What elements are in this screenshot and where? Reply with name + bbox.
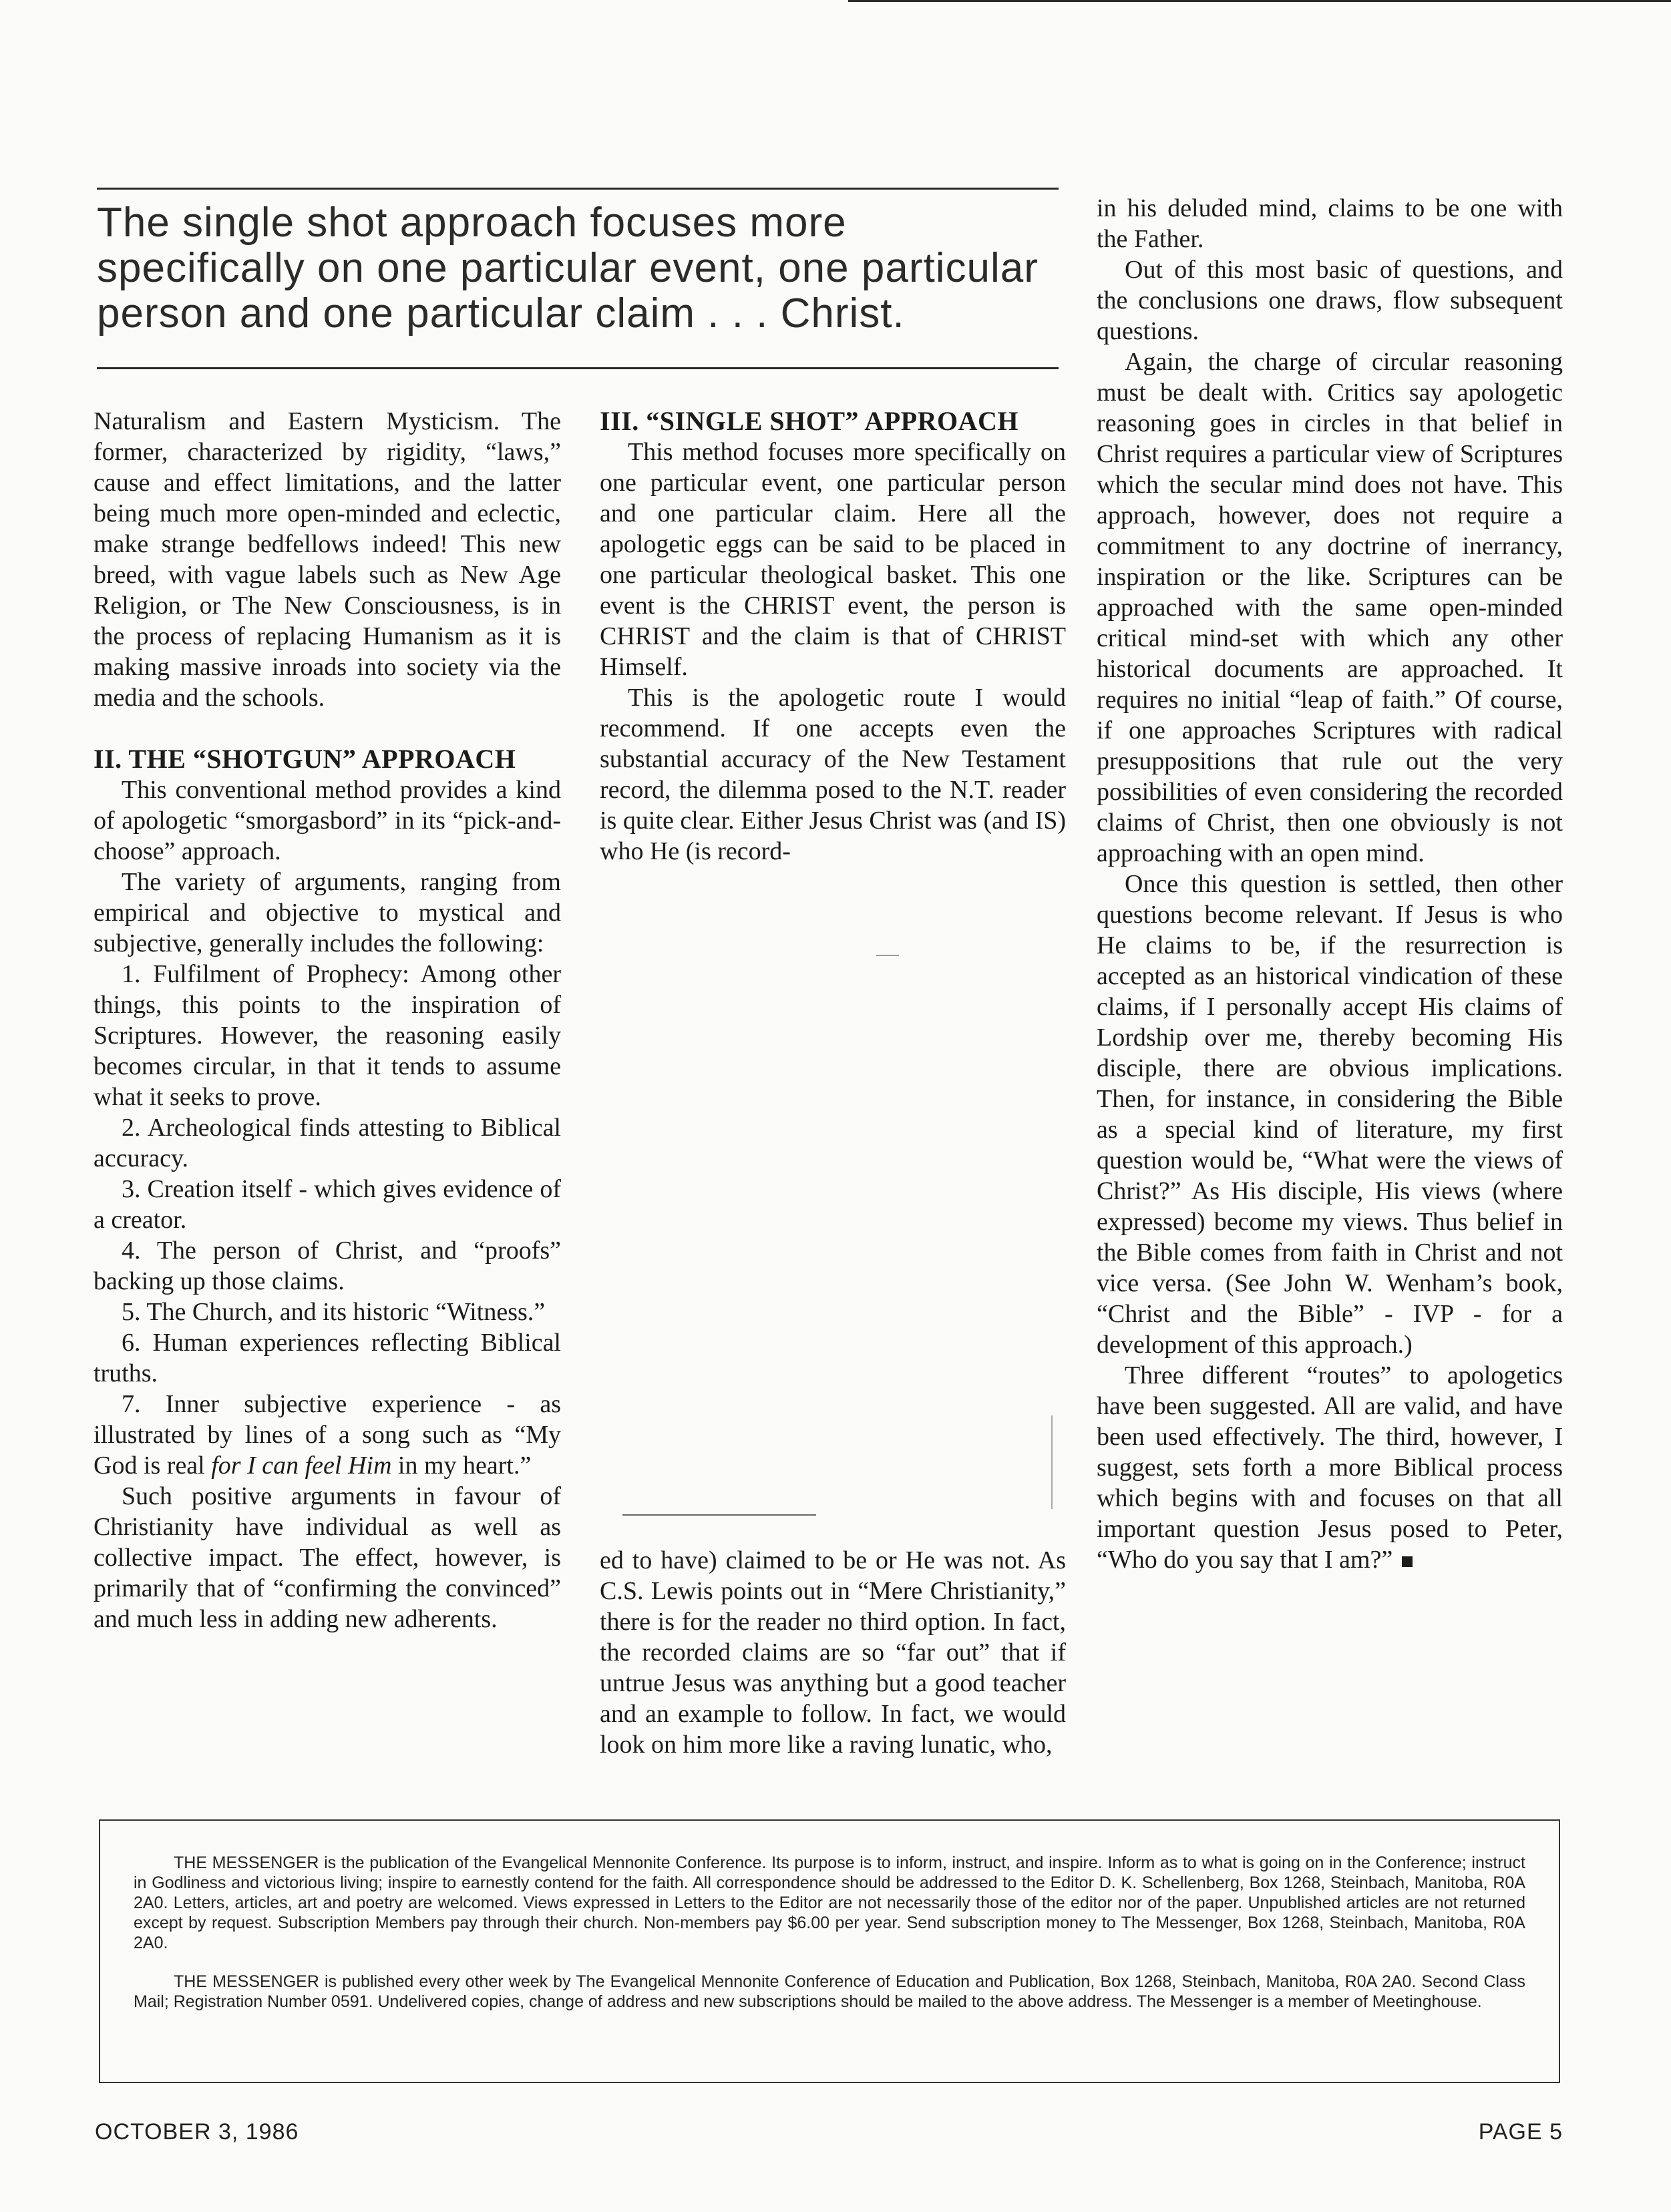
col2-paragraph: This method focuses more specifically on one particular event, one particular person and one particular claim. Here all the apologetic eggs can be said to be placed in one particular theological basket. This one event is the CHRIST event, the person is CHRIST and the claim is that of CHRIST Himself.: [600, 438, 1066, 681]
footer-page-number: PAGE 5: [1478, 2119, 1563, 2145]
col1-paragraph: Such positive arguments in favour of Christianity have individual as well as collective impact. The effect, however, is primarily that of “confirming the convinced” and much less in adding new adherents.: [94, 1482, 561, 1633]
footer-date: OCTOBER 3, 1986: [95, 2119, 299, 2145]
list-item: 6. Human experiences reflecting Biblical truths.: [94, 1329, 561, 1387]
col1-paragraph: Naturalism and Eastern Mysticism. The former, characterized by rigidity, “laws,” cause and effect limitations, and the latter being much more open-minded and eclectic, make strange bedfellows indeed! This new breed, with vague labels such as New Age Religion, or The New Consciousness, is in the process of replacing Humanism as it is making massive inroads into society via the media and the schools.: [94, 407, 561, 712]
col2-paragraph: This is the apologetic route I would recommend. If one accepts even the substantial accuracy of the New Testament record, the dilemma posed to the N.T. reader is quite clear. Either Jesus Christ was (and IS) who He (is record-: [600, 684, 1066, 865]
section-heading-single-shot: III. “SINGLE SHOT” APPROACH: [600, 406, 1018, 436]
image-placeholder-edge: [1051, 1415, 1053, 1509]
col3-paragraph: in his deluded mind, claims to be one with the Father.: [1097, 194, 1563, 253]
masthead-info-box: [99, 1819, 1560, 2083]
column-2-bottom: [600, 1545, 1066, 1760]
masthead-paragraph: THE MESSENGER is the publication of the Evangelical Mennonite Conference. Its purpose is to inform, instruct, and inspire. Inform as to what is going on in the Conference; instruct in Godliness and victorious living; inspire to earnestly contend for the faith. All correspondence should be addressed to the Editor D. K. Schellenberg, Box 1268, Steinbach, Manitoba, R0A 2A0. Letters, articles, art and poetry are welcomed. Views expressed in Letters to the Editor are not necessarily those of the editor nor of the paper. Unpublished articles are not returned except by request. Subscription Members pay through their church. Non-members pay $6.00 per year. Send subscription money to The Messenger, Box 1268, Steinbach, Manitoba, R0A 2A0.: [134, 1853, 1525, 1952]
col3-paragraph: Once this question is settled, then other questions become relevant. If Jesus is who He claims to be, if the resurrection is accepted as an historical vindication of these claims, if I personally accept His claims of Lordship over me, thereby becoming His disciple, there are obvious implications. Then, for instance, in considering the Bible as a special kind of literature, my first question would be, “What were the views of Christ?” As His disciple, His views (where expressed) become my views. Thus belief in the Bible comes from faith in Christ and not vice versa. (See John W. Wenham’s book, “Christ and the Bible” - IVP - for a development of this approach.): [1097, 870, 1563, 1359]
column-2-top: [600, 406, 1066, 867]
pull-quote: The single shot approach focuses more specifically on one particular event, one particular person and one particular claim . . . Christ.: [97, 200, 1039, 337]
item7-text-a: 7. Inner subjective experience - as illustrated by lines of a song such as “My God is real: [94, 1390, 561, 1480]
pull-quote-top-rule: [97, 188, 1059, 190]
item7-italic: for I can feel Him: [211, 1452, 392, 1480]
end-of-article-square-icon: [1402, 1556, 1413, 1567]
top-edge-rule: [848, 0, 1671, 2]
column-3: [1097, 193, 1563, 1575]
column-1: [94, 406, 561, 1634]
col1-paragraph: The variety of arguments, ranging from empirical and objective to mystical and subjective, generally includes the following:: [94, 868, 561, 957]
list-item: 2. Archeological finds attesting to Biblical accuracy.: [94, 1114, 561, 1172]
col3-paragraph: Again, the charge of circular reasoning must be dealt with. Critics say apologetic reasoning goes in circles in that belief in Christ requires a particular view of Scriptures which the secular mind does not have. This approach, however, does not require a commitment to any doctrine of inerrancy, inspiration or the like. Scriptures can be approached with the same open-minded critical mind-set with which any other historical documents are approached. It requires no initial “leap of faith.” Of course, if one approaches Scriptures with radical presuppositions that rule out the very possibilities of even considering the recorded claims of Christ, then one obviously is not approaching with an open mind.: [1097, 348, 1563, 867]
col3-paragraph: Out of this most basic of questions, and the conclusions one draws, flow subsequent questions.: [1097, 256, 1563, 345]
masthead-paragraph: THE MESSENGER is published every other week by The Evangelical Mennonite Conference of Education and Publication, Box 1268, Steinbach, Manitoba, R0A 2A0. Second Class Mail; Registration Number 0591. Undelivered copies, change of address and new subscriptions should be mailed to the above address. The Messenger is a member of Meetinghouse.: [134, 1972, 1525, 2011]
col1-paragraph: This conventional method provides a kind of apologetic “smorgasbord” in its “pick-and-choose” approach.: [94, 776, 561, 865]
list-item: 1. Fulfilment of Prophecy: Among other things, this points to the inspiration of Scriptures. However, the reasoning easily becomes circular, in that it tends to assume what it seeks to prove.: [94, 960, 561, 1111]
list-item: 3. Creation itself - which gives evidence of a creator.: [94, 1175, 561, 1234]
col3-paragraph: [1097, 1360, 1563, 1575]
list-item: [94, 1389, 561, 1481]
section-heading-shotgun: II. THE “SHOTGUN” APPROACH: [94, 744, 516, 774]
item7-text-b: in my heart.”: [391, 1452, 532, 1480]
col2-paragraph: ed to have) claimed to be or He was not. As C.S. Lewis points out in “Mere Christianity,” there is for the reader no third option. In fact, the recorded claims are so “far out” that if untrue Jesus was anything but a good teacher and an example to follow. In fact, we would look on him more like a raving lunatic, who,: [600, 1546, 1066, 1759]
list-item: 4. The person of Christ, and “proofs” backing up those claims.: [94, 1237, 561, 1295]
closing-text: Three different “routes” to apologetics have been suggested. All are valid, and have been used effectively. The third, however, I suggest, sets forth a more Biblical process which begins with and focuses on that all important question Jesus posed to Peter, “Who do you say that I am?”: [1097, 1361, 1563, 1574]
image-placeholder-bottom: [622, 1514, 816, 1516]
list-item: 5. The Church, and its historic “Witness.”: [122, 1298, 546, 1326]
image-placeholder-mark: [876, 955, 899, 956]
pull-quote-bottom-rule: [97, 367, 1059, 369]
